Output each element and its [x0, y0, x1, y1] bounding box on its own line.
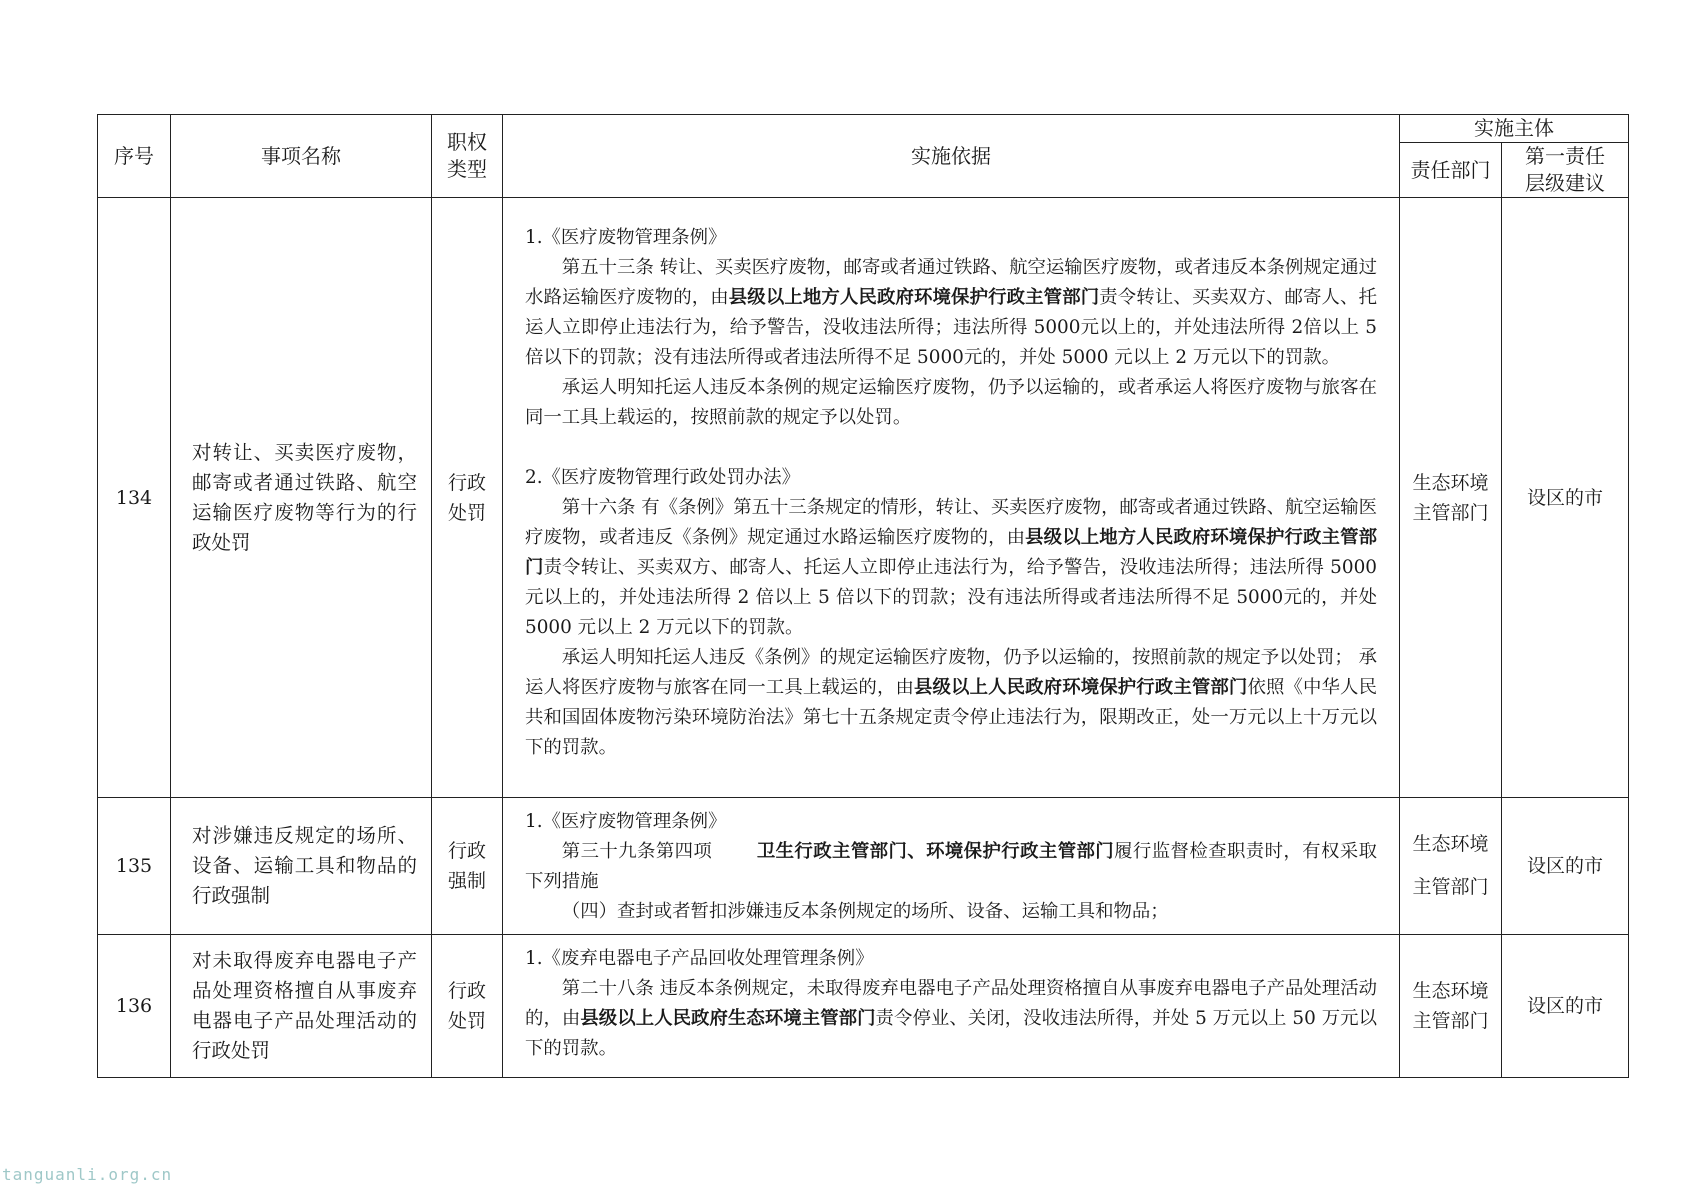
header-item-name: 事项名称 — [171, 115, 432, 198]
basis-law-title: 2.《医疗废物管理行政处罚办法》 — [525, 467, 801, 488]
basis-authority: 县级以上人民政府环境保护行政主管部门 — [914, 677, 1248, 698]
basis-law-title: 1.《医疗废物管理条例》 — [525, 227, 727, 248]
row-dept-text: 生态环境主管部门 — [1412, 833, 1489, 898]
basis-authority: 县级以上人民政府生态环境主管部门 — [580, 1008, 876, 1029]
row-level: 设区的市 — [1502, 198, 1629, 798]
basis-article: 承运人明知托运人违反《条例》的规定运输医疗废物，仍予以运输的，按照前款的规定予以处罚； 承运人将医疗废物与旅客在同一工具上载运的，由县级以上人民政府环境保护行政主管部门依照《中华人民共和国固体废物污染环境防治法》第七十五条规定责令停止违法行为，限期改正，处一万元以上十万元以下的罚款。 — [525, 647, 1377, 758]
row-seq: 136 — [98, 935, 171, 1078]
watermark: tanguanli.org.cn — [2, 1165, 173, 1184]
row-item-name: 对转让、买卖医疗废物，邮寄或者通过铁路、航空运输医疗废物等行为的行政处罚 — [171, 198, 432, 798]
row-basis — [503, 935, 1400, 1078]
row-power-type — [432, 198, 503, 798]
table-row — [98, 798, 1629, 935]
header-subject: 实施主体 — [1400, 115, 1629, 143]
row-seq: 134 — [98, 198, 171, 798]
item-table — [97, 114, 1629, 1078]
basis-article: 第三十九条第四项 卫生行政主管部门、环境保护行政主管部门履行监督检查职责时，有权采取下列措施 — [525, 841, 1377, 892]
header-level — [1502, 143, 1629, 198]
basis-article: 承运人明知托运人违反本条例的规定运输医疗废物，仍予以运输的，或者承运人将医疗废物与旅客在同一工具上载运的，按照前款的规定予以处罚。 — [525, 377, 1377, 428]
basis-article: 第五十三条 转让、买卖医疗废物，邮寄或者通过铁路、航空运输医疗废物，或者违反本条例规定通过水路运输医疗废物的，由县级以上地方人民政府环境保护行政主管部门责令转让、买卖双方、邮寄人、托运人立即停止违法行为，给予警告，没收违法所得；违法所得 5000元以上的，并处违法所得 2倍以上 5 倍以下的罚款；没有违法所得或者违法所得不足 5000元的，并处 5000 元以上 2 万元以下的罚款。 — [525, 257, 1377, 368]
row-dept — [1400, 935, 1502, 1078]
basis-authority: 县级以上地方人民政府环境保护行政主管部门 — [728, 287, 1100, 308]
row-level: 设区的市 — [1502, 935, 1629, 1078]
header-seq: 序号 — [98, 115, 171, 198]
row-seq: 135 — [98, 798, 171, 935]
basis-article: （四）查封或者暂扣涉嫌违反本条例规定的场所、设备、运输工具和物品； — [561, 901, 1169, 922]
row-item-name: 对未取得废弃电器电子产品处理资格擅自从事废弃电器电子产品处理活动的行政处罚 — [171, 935, 432, 1078]
row-dept-text: 生态环境主管部门 — [1412, 471, 1489, 524]
row-dept — [1400, 798, 1502, 935]
row-power-type-text: 行政处罚 — [447, 471, 486, 524]
row-power-type-text: 行政处罚 — [447, 980, 486, 1032]
row-basis — [503, 198, 1400, 798]
header-power-type-text: 职权类型 — [447, 130, 487, 181]
row-power-type — [432, 798, 503, 935]
table-row — [98, 935, 1629, 1078]
header-level-text: 第一责任层级建议 — [1525, 144, 1605, 195]
row-level: 设区的市 — [1502, 798, 1629, 935]
row-dept-text: 生态环境主管部门 — [1412, 980, 1489, 1032]
row-power-type — [432, 935, 503, 1078]
header-dept: 责任部门 — [1400, 143, 1502, 198]
basis-authority: 卫生行政主管部门、环境保护行政主管部门 — [756, 841, 1115, 862]
header-power-type — [432, 115, 503, 198]
basis-article: 第二十八条 违反本条例规定，未取得废弃电器电子产品处理资格擅自从事废弃电器电子产品处理活动的，由县级以上人民政府生态环境主管部门责令停业、关闭，没收违法所得，并处 5 万元以上 50 万元以下的罚款。 — [525, 978, 1377, 1059]
row-power-type-text: 行政强制 — [447, 840, 486, 892]
basis-law-title: 1.《医疗废物管理条例》 — [525, 811, 727, 832]
basis-article: 第十六条 有《条例》第五十三条规定的情形，转让、买卖医疗废物，邮寄或者通过铁路、航空运输医疗废物，或者违反《条例》规定通过水路运输医疗废物的，由县级以上地方人民政府环境保护行政主管部门责令转让、买卖双方、邮寄人、托运人立即停止违法行为，给予警告，没收违法所得；违法所得 5000 元以上的，并处违法所得 2 倍以上 5 倍以下的罚款；没有违法所得或者违法所得不足 5000元的，并处 5000 元以上 2 万元以下的罚款。 — [525, 497, 1377, 638]
header-basis: 实施依据 — [503, 115, 1400, 198]
basis-law-title: 1.《废弃电器电子产品回收处理管理条例》 — [525, 948, 874, 969]
row-item-name: 对涉嫌违反规定的场所、设备、运输工具和物品的行政强制 — [171, 798, 432, 935]
row-dept — [1400, 198, 1502, 798]
table-row — [98, 198, 1629, 798]
basis-authority: 县级以上地方人民政府环境保护行政主管部门 — [525, 527, 1377, 578]
row-basis — [503, 798, 1400, 935]
